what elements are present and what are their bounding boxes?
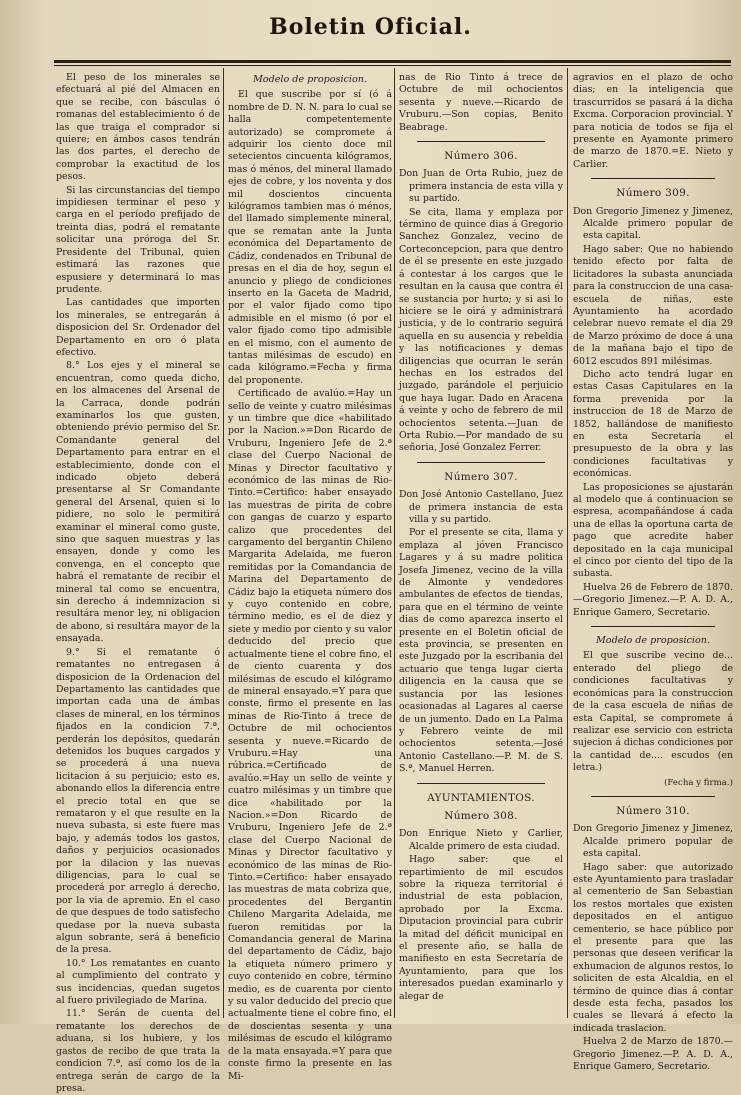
paragraph: Dicho acto tendrá lugar en estas Casas Capitulares en la forma prevenida por la instruccion de 18 de Marzo de 1852, hallándose de manifiesto en esta Secretaría el presupuesto de la obra y las condiciones facultativas y económicas. — [573, 368, 733, 480]
column-divider — [567, 68, 568, 1018]
column-divider — [394, 68, 395, 1018]
paragraph: Las cantidades que importen los minerales, se entregarán á disposicion del Sr. Ordenador del Departamento en oro ó plata efectivo. — [56, 297, 220, 358]
paragraph: Por el presente se cita, llama y emplaza al jóven Francisco Lagares y á su madre politica Josefa Jimenez, vecino de la villa de Almonte y vendedores ambulantes de efectos de tiendas, para que en el término de veinte dias de como aparezca inserto el presente en el Boletin oficial de esta provincia, se presenten en este Juzgado por la escribania del actuario que tenga lugar cierta diligencia en la causa que se sustancia por las lesiones ocasionadas al Lagares al caerse de un jumento. Dado en La Palma y Febrero veinte de mil ochocientos setenta.—José Antonio Castellano.—P. M. de S. S.ª, Manuel Herren. — [399, 527, 563, 775]
section-divider — [417, 141, 545, 142]
notice-number: Número 310. — [616, 804, 690, 817]
section-subheading: Modelo de proposicion. — [252, 74, 368, 85]
notice-heading: Don Enrique Nieto y Carlier, Alcalde primero de esta ciudad. — [399, 828, 563, 852]
column-3 — [399, 72, 563, 1017]
column-divider — [223, 68, 224, 1018]
notice-heading: Don José Antonio Castellano, Juez de primera instancia de esta villa y su partido. — [399, 489, 563, 525]
paragraph: 8.° Los ejes y el mineral se encuentran, como queda dicho, en los almacenes del Arsenal de la Carraca, donde podrán examinarlos los que gusten, obteniendo prévio permiso del Sr. Comandante general del Departamento para entrar en el establecimiento, donde con el indicado objeto deberá presentarse al Sr Comandante general del Arsenal, quien si lo pidiere, no solo le permitirá examinar el mineral como guste, sino que saquen muestras y las ensayen, donde y como les convenga, en el concepto que habrá el rematante de recibir el mineral tal como se encuentra, sin derecho á indemnizacion si resultára menor ley, ni obligacion de abono, si resultára mayor de la ensayada. — [56, 360, 220, 645]
signature-note: (Fecha y firma.) — [664, 777, 733, 788]
header-rule-thin — [54, 65, 731, 66]
paragraph: Las proposiciones se ajustarán al modelo que á continuacion se espresa, acompañándose á cada una de ellas la oportuna carta de pago que acredite haber depositado en la caja municipal el cinco por ciento del tipo de la subasta. — [573, 481, 733, 580]
paragraph: nas de Rio Tinto á trece de Octubre de mil ochocientos sesenta y nueve.—Ricardo de Vruburu.—Son copias, Benito Beabrage. — [399, 72, 563, 133]
paragraph: Certificado de avalúo.=Hay un sello de veinte y cuatro milésimas y un timbre que dice «habilitado por la Nacion.»=Don Ricardo de Vruburu, Ingeniero Jefe de 2.ª clase del Cuerpo Nacional de Minas y Director facultativo y económico de las minas de Rio-Tinto.=Certifico: haber ensayado las muestras de pirita de cobre con gangas de cuarzo y esparto calizo que procedentes del cargamento del bergantin Chileno Margarita Adelaida, me fueron remitidas por la Comandancia de Marina del Departamento de Cádiz bajo la etiqueta número dos y cuyo contenido en cobre, término medio, es el de diez y siete y medio por ciento y su valor deducido del precio que actualmente tiene el cobre fino, el de ciento cuarenta y dos milésimas de escudo el kilógramo de mineral ensayado.=Y para que conste, firmo el presente en las minas de Rio-Tinto á trece de Octubre de mil ochocientos sesenta y nueve.=Ricardo de Vruburu.=Hay una rúbrica.=Certificado de avalúo.=Hay un sello de veinte y cuatro milésimas y un timbre que dice «habilitado por la Nacion.»=Don Ricardo de Vruburu, Ingeniero Jefe de 2.ª clase del Cuerpo Nacional de Minas y Director facultativo y económico de las minas de Rio-Tinto.=Certifico: haber ensayado las muestras de mata cobriza que, procedentes del Bergantin Chileno Margarita Adelaida, me fueron remitidas por la Comandancia general de Marina del departamento de Cádiz, bajo la etiqueta número primero y cuyo contenido en cobre, término medio, es de cuarenta por ciento y su valor deducido del precio que actualmente tiene el cobre fino, el de doscientas sesenta y una milésimas de escudo el kilógramo de la mata ensayada.=Y para que conste firmo la presente en las Mi- — [228, 388, 392, 1082]
paragraph: Huelva 26 de Febrero de 1870.—Gregorio Jimenez.—P. A. D. A., Enrique Gamero, Secretario. — [573, 581, 733, 618]
section-divider — [591, 626, 715, 627]
paragraph: Hago saber: Que no habiendo tenido efecto por falta de licitadores la subasta anunciada para la construccion de una casa-escuela de niñas, este Ayuntamiento ha acordado celebrar nuevo remate el dia 29 de Marzo próximo de doce á una de la mañana bajo el tipo de 6012 escudos 891 milésimas. — [573, 243, 733, 367]
header-rule — [54, 60, 731, 63]
notice-number: Número 308. — [444, 809, 518, 822]
paragraph: Huelva 2 de Marzo de 1870.—Gregorio Jimenez.—P. A. D. A., Enrique Gamero, Secretario. — [573, 1036, 733, 1073]
column-2 — [228, 72, 392, 1082]
paragraph: Hago saber: que el repartimiento de mil escudos sobre la riqueza territorial é industrial de esta poblacion, aprobado por la Excma. Diputacion provincial para cubrir la mitad del déficit municipal en el presente año, se halla de manifiesto en esta Secretaría de Ayuntamiento, para que los interesados puedan examinarlo y alegar de — [399, 854, 563, 1002]
paragraph: agravios en el plazo de ocho dias; en la inteligencia que trascurridos se pasará á la dicha Excma. Corporacion provincial. Y para noticia de todos se fija el presente en Ayamonte primero de marzo de 1870.=E. Nieto y Carlier. — [573, 72, 733, 170]
paragraph: Si las circunstancias del tiempo impidiesen terminar el peso y carga en el período prefijado de treinta dias, podrá el rematante solicitar una próroga del Sr. Presidente del Tribunal, quien estimará las razones que espusiere y determinará lo mas prudente. — [56, 184, 220, 295]
notice-number: Número 307. — [444, 470, 518, 483]
section-divider — [417, 783, 545, 784]
paragraph: 11.° Serán de cuenta del rematante los derechos de aduana, si los hubiere, y los gastos de recibo de que trata la condicion 7.ª, así como los de la entrega serán de cargo de la presa. — [56, 1008, 220, 1094]
paragraph: 9.° Si el rematante ó rematantes no entregasen á disposicion de la Ordenacion del Departamento las cantidades que importan cada una de ámbas clases de mineral, en los términos fijados en la condicion 7.ª, perderán los depósitos, quedarán detenidos los buques cargados y se procederá á una nueva licitacion á su perjuicio; esto es, abonando ellos la diferencia entre el precio total en que se remataron y el que resulte en la nueva subasta, si este fuere mas bajo, y además todos los gastos, daños y perjuicios ocasionados por la dilacion y las nuevas diligencias, para lo cual se procederá por arreglo á derecho, por la via de apremio. En el caso de que despues de todo satisfecho quedase por la nueva subasta algun sobrante, será á beneficio de la presa. — [56, 646, 220, 956]
paragraph: El peso de los minerales se efectuará al pié del Almacen en que se recibe, con básculas ó romanas del establecimiento ó de las que traiga el comprador si quiere; en ámbos casos tendrán las dos partes, el derecho de comprobar la exactitud de los pesos. — [56, 72, 220, 183]
column-4 — [573, 72, 733, 1073]
paragraph: Se cita, llama y emplaza por término de quince dias á Gregorio Sanchez Gonzalez, vecino de Corteconcepcion, para que dentro de él se presente en este juzgado á contestar á los cargos que le resultan en la causa que contra él se sustancia por hurto; y si asi lo hiciere se le oirá y administrará justicia, y de lo contrario seguirá aquella en su ausencia y rebeldia y las notificaciones y demas diligencias que ocurran le serán hechas en los estrados del juzgado, parándole el perjuicio que haya lugar. Dado en Aracena á veinte y ocho de febrero de mil ochocientos setenta.—Juan de Orta Rubio.—Por mandado de su señoria, José Gonzalez Ferrer. — [399, 206, 563, 454]
paragraph: 10.° Los rematantes en cuanto al cumplimiento del contrato y sus incidencias, quedan sugetos al fuero privilegiado de Marina. — [56, 957, 220, 1007]
column-1 — [56, 72, 220, 1094]
paragraph: Hago saber: que autorizado este Ayuntamiento para trasladar al cementerio de San Sebastian los restos mortales que existen depositados en el antiguo cementerio, se hace público por el presente para que las personas que deseen verificar la exhumacion de algunos restos, lo soliciten de esta Alcaldia, en el término de quince dias á contar desde esta fecha, pasados los cuales se llevará á efecto la indicada traslacion. — [573, 861, 733, 1034]
notice-heading: Don Gregorio Jimenez y Jimenez, Alcalde primero popular de esta capital. — [573, 823, 733, 860]
section-heading: AYUNTAMIENTOS. — [427, 791, 535, 804]
paragraph: El que suscribe por sí (ó á nombre de D. N. N. para lo cual se halla competentemente autorizado) se compromete á adquirir los ciento doce mil setecientos cincuenta kilógramos, mas ó ménos, del mineral llamado ejes de cobre, y los noventa y dos mil doscientos cincuenta kilógramos tambien mas ó ménos, del llamado simplemente mineral, que se rematan ante la Junta económica del Departamento de Cádiz, condenados en Tribunal de presas en el dia de hoy, segun el anuncio y pliego de condiciones inserto en la Gaceta de Madrid, por el valor fijado como tipo admisible en el mismo (ó por el valor fijado como tipo admisible en el mismo, con el aumento de tantas milésimas de escudo) en cada kilógramo.=Fecha y firma del proponente. — [228, 89, 392, 386]
paragraph: El que suscribe vecino de... enterado del pliego de condiciones facultativas y económicas para la construccion de la casa escuela de niñas de esta Capital, se compromete á realizar ese servicio con estricta sujecion á dichas condiciones por la cantidad de.... escudos (en letra.) — [573, 650, 733, 774]
section-divider — [417, 462, 545, 463]
notice-heading: Don Juan de Orta Rubio, juez de primera instancia de esta villa y su partido. — [399, 168, 563, 205]
masthead-title: Boletin Oficial. — [269, 14, 472, 40]
notice-heading: Don Gregorio Jimenez y Jimenez, Alcalde primero popular de esta capital. — [573, 205, 733, 242]
notice-number: Número 309. — [616, 187, 690, 200]
notice-number: Número 306. — [444, 150, 518, 163]
section-divider — [591, 796, 715, 797]
section-divider — [591, 178, 715, 179]
section-subheading: Modelo de proposicion. — [595, 635, 711, 647]
